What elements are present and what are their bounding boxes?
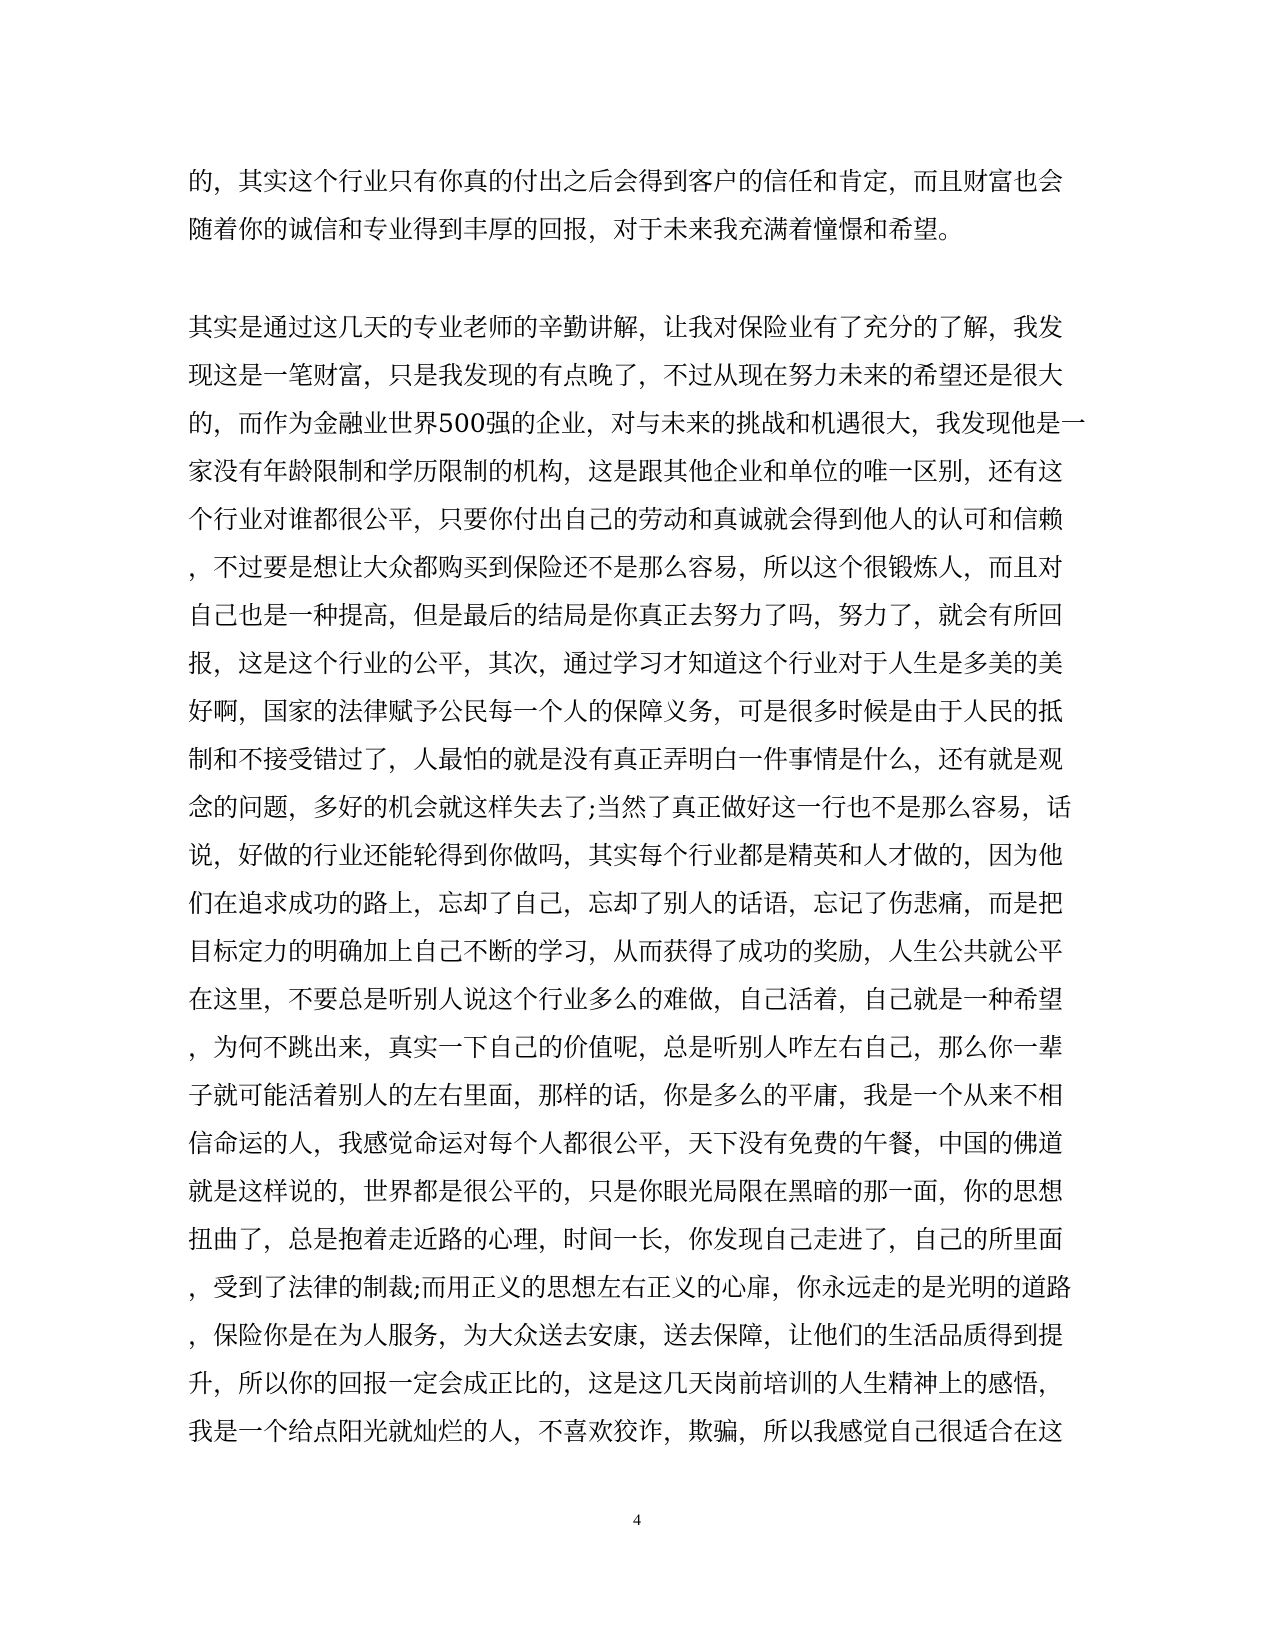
text-line: 其实是通过这几天的专业老师的辛勤讲解，让我对保险业有了充分的了解，我发 [188, 313, 1064, 342]
text-line: ，为何不跳出来，真实一下自己的价值呢，总是听别人咋左右自己，那么你一辈 [188, 1033, 1064, 1062]
page-number: 4 [633, 1512, 641, 1529]
text-line: 信命运的人，我感觉命运对每个人都很公平，天下没有免费的午餐，中国的佛道 [188, 1129, 1064, 1158]
text-line: 制和不接受错过了，人最怕的就是没有真正弄明白一件事情是什么，还有就是观 [188, 745, 1064, 774]
text-line: 在这里，不要总是听别人说这个行业多么的难做，自己活着，自己就是一种希望 [188, 985, 1064, 1014]
text-line: ，不过要是想让大众都购买到保险还不是那么容易，所以这个很锻炼人，而且对 [188, 553, 1064, 582]
text-line: 的，而作为金融业世界500强的企业，对与未来的挑战和机遇很大，我发现他是一 [188, 409, 1086, 438]
text-line: 家没有年龄限制和学历限制的机构，这是跟其他企业和单位的唯一区别，还有这 [188, 457, 1064, 486]
text-line: ，受到了法律的制裁;而用正义的思想左右正义的心扉，你永远走的是光明的道路 [188, 1273, 1072, 1302]
text-line: 好啊，国家的法律赋予公民每一个人的保障义务，可是很多时候是由于人民的抵 [188, 697, 1064, 726]
text-line: 的，其实这个行业只有你真的付出之后会得到客户的信任和肯定，而且财富也会 [188, 167, 1064, 196]
text-line: 扭曲了，总是抱着走近路的心理，时间一长，你发现自己走进了，自己的所里面 [188, 1225, 1064, 1254]
paragraph-2 [188, 304, 1088, 1456]
text-line: 现这是一笔财富，只是我发现的有点晚了，不过从现在努力未来的希望还是很大 [188, 361, 1064, 390]
text-line: 个行业对谁都很公平，只要你付出自己的劳动和真诚就会得到他人的认可和信赖 [188, 505, 1064, 534]
paragraph-gap [188, 254, 1088, 304]
text-line: 升，所以你的回报一定会成正比的，这是这几天岗前培训的人生精神上的感悟， [188, 1369, 1064, 1398]
text-line: 随着你的诚信和专业得到丰厚的回报，对于未来我充满着憧憬和希望。 [188, 215, 964, 244]
text-line: ，保险你是在为人服务，为大众送去安康，送去保障，让他们的生活品质得到提 [188, 1321, 1064, 1350]
text-line: 说，好做的行业还能轮得到你做吗，其实每个行业都是精英和人才做的，因为他 [188, 841, 1064, 870]
text-line: 自己也是一种提高，但是最后的结局是你真正去努力了吗，努力了，就会有所回 [188, 601, 1064, 630]
text-line: 们在追求成功的路上，忘却了自己，忘却了别人的话语，忘记了伤悲痛，而是把 [188, 889, 1064, 918]
text-line: 念的问题，多好的机会就这样失去了;当然了真正做好这一行也不是那么容易，话 [188, 793, 1072, 822]
text-line: 子就可能活着别人的左右里面，那样的话，你是多么的平庸，我是一个从来不相 [188, 1081, 1064, 1110]
body-text [188, 158, 1088, 1456]
text-line: 目标定力的明确加上自己不断的学习，从而获得了成功的奖励，人生公共就公平 [188, 937, 1064, 966]
text-line: 就是这样说的，世界都是很公平的，只是你眼光局限在黑暗的那一面，你的思想 [188, 1177, 1064, 1206]
paragraph-1 [188, 158, 1088, 254]
text-line: 报，这是这个行业的公平，其次，通过学习才知道这个行业对于人生是多美的美 [188, 649, 1064, 678]
text-line: 我是一个给点阳光就灿烂的人，不喜欢狡诈，欺骗，所以我感觉自己很适合在这 [188, 1417, 1064, 1446]
